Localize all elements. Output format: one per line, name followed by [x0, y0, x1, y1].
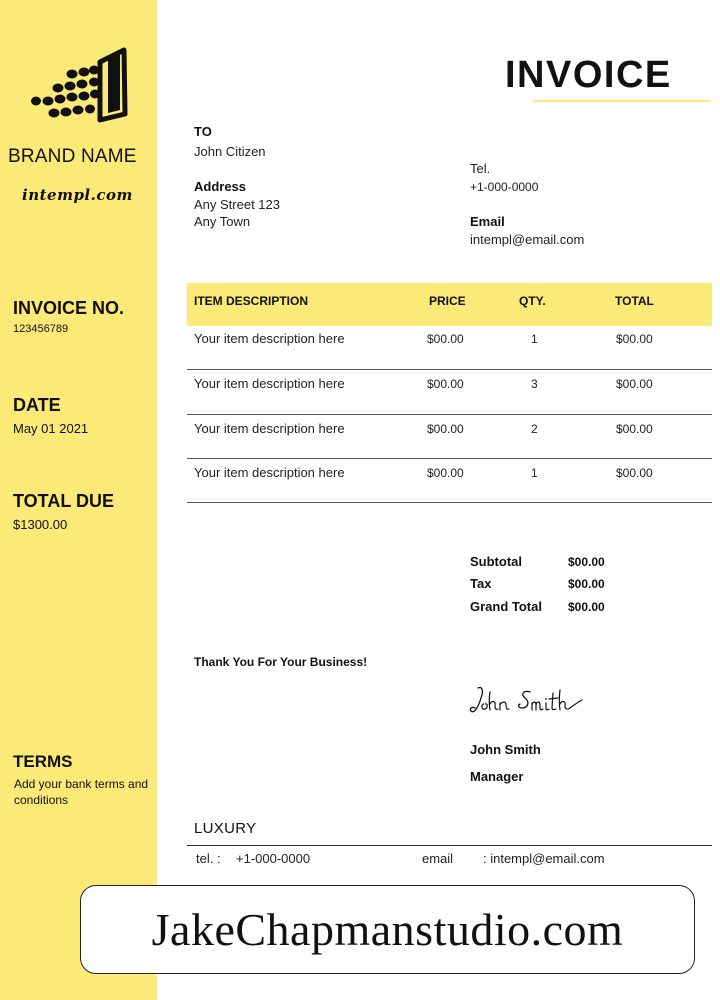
row-description: Your item description here [194, 465, 345, 480]
thank-you-message: Thank You For Your Business! [194, 655, 368, 669]
row-divider [187, 369, 712, 370]
row-price: $00.00 [427, 377, 464, 391]
row-divider [187, 414, 712, 415]
watermark-text: JakeChapmanstudio.com [151, 904, 624, 955]
email-label: Email [470, 214, 505, 229]
header-total: TOTAL [615, 294, 654, 308]
grand-total-label: Grand Total [470, 599, 542, 614]
row-divider [187, 458, 712, 459]
footer-email-value: : intempl@email.com [483, 851, 605, 866]
tel-value: +1-000-0000 [470, 180, 539, 194]
address-line1: Any Street 123 [194, 197, 280, 212]
email-value: intempl@email.com [470, 232, 585, 247]
brand-website: intempl.com [22, 186, 133, 204]
row-price: $00.00 [427, 422, 464, 436]
invoice-title: INVOICE [505, 54, 672, 96]
signer-title: Manager [470, 769, 524, 784]
invoice-no-value: 123456789 [13, 323, 69, 335]
signature [468, 684, 588, 720]
row-description: Your item description here [194, 421, 345, 436]
row-qty: 1 [531, 332, 538, 346]
row-description: Your item description here [194, 376, 345, 391]
tax-label: Tax [470, 576, 492, 591]
row-price: $00.00 [427, 332, 464, 346]
row-description: Your item description here [194, 331, 345, 346]
title-underline [533, 100, 711, 102]
row-total: $00.00 [616, 422, 653, 436]
address-line2: Any Town [194, 214, 251, 229]
header-description: ITEM DESCRIPTION [194, 294, 309, 308]
terms-label: TERMS [13, 752, 73, 771]
date-label: DATE [13, 395, 61, 415]
subtotal-label: Subtotal [470, 554, 522, 569]
grand-total-value: $00.00 [568, 600, 605, 614]
footer-brand: LUXURY [194, 820, 257, 837]
footer-tel-value: +1-000-0000 [236, 851, 311, 866]
brand-name: BRAND NAME [8, 146, 137, 167]
row-qty: 2 [531, 422, 538, 436]
footer-divider [187, 845, 712, 846]
date-value: May 01 2021 [13, 421, 89, 436]
total-due-value: $1300.00 [13, 517, 68, 532]
row-total: $00.00 [616, 377, 653, 391]
terms-text: Add your bank terms and conditions [14, 777, 149, 807]
total-due-label: TOTAL DUE [13, 491, 115, 511]
footer-tel-label: tel. : [196, 851, 221, 866]
row-price: $00.00 [427, 466, 464, 480]
to-name: John Citizen [194, 144, 266, 159]
to-label: TO [194, 124, 212, 139]
tel-label: Tel. [470, 161, 491, 176]
invoice-no-label: INVOICE NO. [13, 298, 125, 318]
address-label: Address [194, 179, 247, 194]
row-divider [187, 502, 712, 503]
row-total: $00.00 [616, 332, 653, 346]
row-qty: 3 [531, 377, 538, 391]
brand-logo-icon [28, 46, 132, 126]
header-price: PRICE [429, 294, 466, 308]
watermark-banner [80, 885, 695, 974]
tax-value: $00.00 [568, 577, 605, 591]
footer-email-label: email [422, 851, 454, 866]
signer-name: John Smith [470, 742, 541, 757]
subtotal-value: $00.00 [568, 555, 605, 569]
row-total: $00.00 [616, 466, 653, 480]
row-qty: 1 [531, 466, 538, 480]
header-qty: QTY. [519, 294, 546, 308]
